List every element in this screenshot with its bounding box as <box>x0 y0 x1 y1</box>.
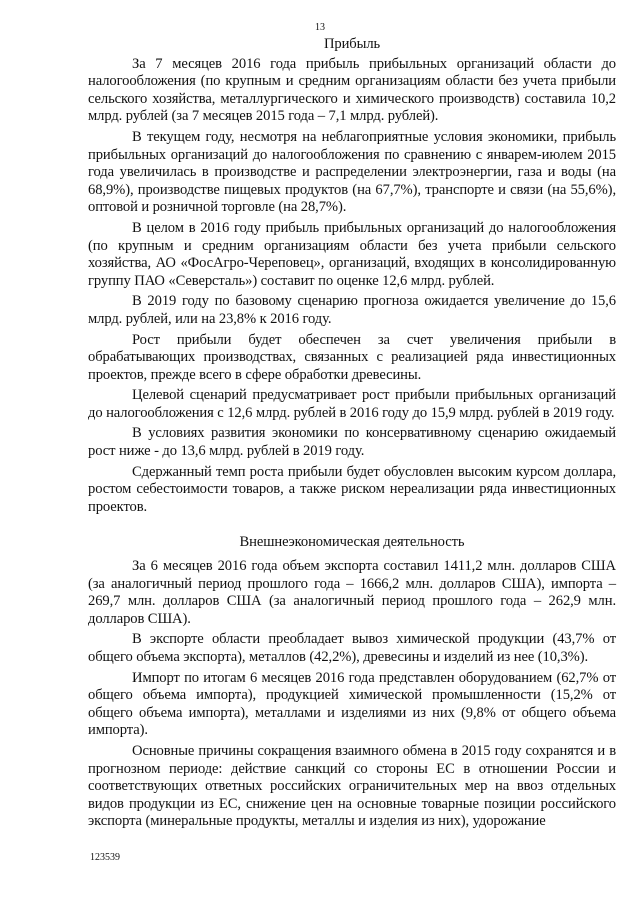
paragraph: За 6 месяцев 2016 года объем экспорта составил 1411,2 млн. долларов США (за аналогичный период прошлого года – 1666,2 млн. долларов США), импорта – 269,7 млн. долларов США (за аналогичный период прошлого года – 262,9 млн. долларов США). <box>88 558 616 627</box>
document-code: 123539 <box>90 852 120 863</box>
paragraph: Сдержанный темп роста прибыли будет обусловлен высоким курсом доллара, ростом себестоимости товаров, а также риском нереализации ряда инвестиционных проектов. <box>88 463 616 515</box>
paragraph: В условиях развития экономики по консервативному сценарию ожидаемый рост ниже - до 13,6 млрд. рублей в 2019 году. <box>88 425 616 460</box>
paragraph: В экспорте области преобладает вывоз химической продукции (43,7% от общего объема экспорта), металлов (42,2%), древесины и изделий из нее (10,3%). <box>88 631 616 665</box>
paragraph: Целевой сценарий предусматривает рост прибыли прибыльных организаций до налогообложения с 12,6 млрд. рублей в 2016 году до 15,9 млрд. рублей в 2019 году. <box>88 387 616 421</box>
paragraph: Импорт по итогам 6 месяцев 2016 года представлен оборудованием (62,7% от общего объема импорта), продукцией химической промышленности (15,2% от общего объема импорта), металлами и изделиями из них (9,8% от общего объема импорта). <box>88 669 616 739</box>
document-body <box>88 36 616 834</box>
paragraph: В целом в 2016 году прибыль прибыльных организаций до налогообложения (по крупным и средним организациям области без учета прибыли сельского хозяйства, АО «ФосАгро-Череповец», организаций, входящих в консолидированную группу ПАО «Северсталь») составит по оценке 12,6 млрд. рублей. <box>88 219 616 289</box>
section-heading-foreign-trade: Внешнеэкономическая деятельность <box>239 534 465 551</box>
paragraph: В 2019 году по базовому сценарию прогноза ожидается увеличение до 15,6 млрд. рублей, или на 23,8% к 2016 году. <box>88 293 616 327</box>
paragraph: Рост прибыли будет обеспечен за счет увеличения прибыли в обрабатывающих производствах, связанных с реализацией ряда инвестиционных проектов, прежде всего в сфере обработки древесины. <box>88 331 616 383</box>
page-number: 13 <box>315 22 325 33</box>
section-heading-profit: Прибыль <box>323 36 381 52</box>
paragraph: Основные причины сокращения взаимного обмена в 2015 году сохранятся и в прогнозном периоде: действие санкций со стороны ЕС в отношении России и соответствующих ответных российских ограничительных мер на ввоз отдельных видов продукции из ЕС, снижение цен на основные товарные позиции российского экспорта (минеральные продукты, металлы и изделия из них), удорожание <box>88 742 616 830</box>
paragraph: За 7 месяцев 2016 года прибыль прибыльных организаций области до налогообложения (по крупным и средним организациям области без учета прибыли сельского хозяйства, металлургического и химического производств) составила 10,2 млрд. рублей (за 7 месяцев 2015 года – 7,1 млрд. рублей). <box>88 55 616 125</box>
paragraph: В текущем году, несмотря на неблагоприятные условия экономики, прибыль прибыльных организаций до налогообложения по сравнению с январем-июлем 2015 года увеличилась в производстве и распределении электроэнергии, газа и воды (на 68,9%), производстве пищевых продуктов (на 67,7%), транспорте и связи (на 55,6%), оптовой и розничной торговле (на 28,7%). <box>88 128 616 216</box>
